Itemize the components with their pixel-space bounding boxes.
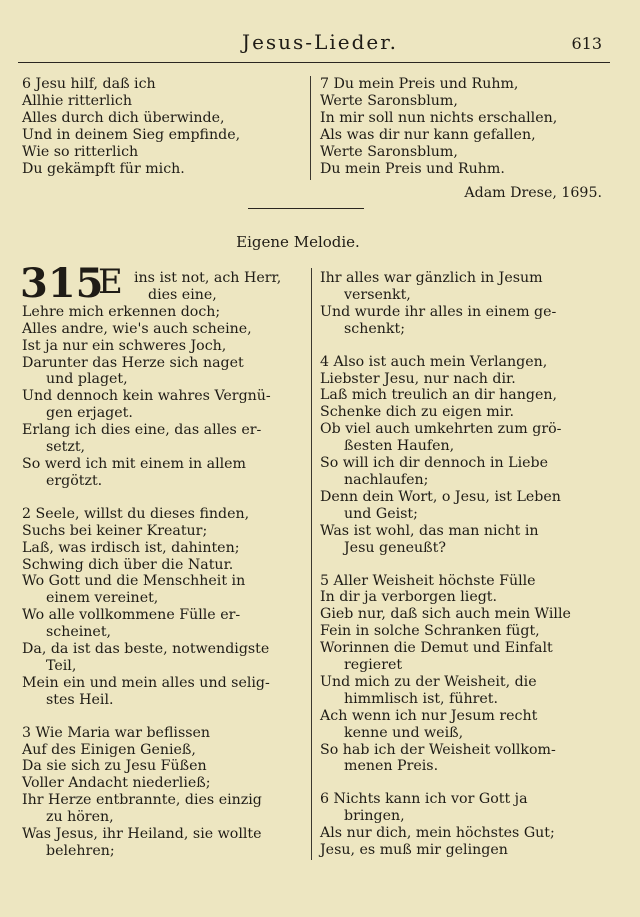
verse-line: zu hören,	[46, 809, 114, 826]
verse-line: Jesu, es muß mir gelingen	[320, 842, 508, 859]
stanza-gap	[22, 709, 306, 725]
verse-line: Worinnen die Demut und Einfalt	[320, 640, 553, 657]
stanza-gap	[22, 490, 306, 506]
verse-line: Auf des Einigen Genieß,	[22, 741, 196, 758]
drop-cap: E	[98, 262, 123, 302]
top-left-stanza	[22, 76, 240, 177]
verse-line: Schwing dich über die Natur.	[22, 556, 234, 573]
stanza-line: Werte Saronsblum,	[320, 92, 458, 109]
stanza-line: In mir soll nun nichts erschallen,	[320, 109, 558, 126]
stanza-line: Allhie ritterlich	[22, 92, 132, 109]
hymn-left-column	[22, 270, 306, 860]
stanza-line: Und in deinem Sieg empfinde,	[22, 126, 241, 143]
verse-line: regieret	[344, 657, 403, 674]
melody-note: Eigene Melodie.	[236, 233, 360, 251]
verse-line: setzt,	[46, 439, 86, 456]
verse-line: versenkt,	[344, 286, 411, 303]
stanza-gap	[320, 775, 604, 791]
stanza-line: 6 Jesu hilf, daß ich	[22, 76, 156, 92]
verse-line: 6 Nichts kann ich vor Gott ja	[320, 791, 528, 808]
verse-line: Laß, was irdisch ist, dahinten;	[22, 539, 240, 556]
verse-line: 3 Wie Maria war beflissen	[22, 724, 211, 741]
verse-line: So will ich dir dennoch in Liebe	[320, 455, 548, 472]
verse-line: stes Heil.	[46, 691, 114, 708]
verse-line: Und wurde ihr alles in einem ge-	[320, 303, 557, 320]
verse-line: menen Preis.	[344, 758, 439, 775]
verse-line: Voller Andacht niederließ;	[22, 775, 211, 792]
stanza-line: Wie so ritterlich	[22, 143, 139, 160]
verse-line: Teil,	[46, 657, 77, 674]
column-divider-main	[311, 268, 312, 860]
verse-line: Erlang ich dies eine, das alles er-	[22, 422, 262, 439]
running-title: Jesus-Lieder.	[242, 30, 398, 54]
stanza-line: Du gekämpft für mich.	[22, 160, 185, 177]
verse-line: Wo Gott und die Menschheit in	[22, 573, 246, 590]
verse-line: Denn dein Wort, o Jesu, ist Leben	[320, 488, 561, 505]
verse-line: belehren;	[46, 843, 115, 859]
stanza-gap	[320, 338, 604, 354]
verse-line: Ist ja nur ein schweres Joch,	[22, 337, 227, 354]
verse-line: Was ist wohl, das man nicht in	[320, 522, 539, 539]
verse-line: Schenke dich zu eigen mir.	[320, 404, 514, 421]
verse-line: Alles andre, wie's auch scheine,	[22, 320, 252, 337]
column-divider-top	[310, 76, 311, 180]
verse-line: himmlisch ist, führet.	[344, 690, 498, 707]
stanza-line: Du mein Preis und Ruhm.	[320, 160, 505, 177]
verse-line: Und dennoch kein wahres Vergnü-	[22, 388, 271, 405]
verse-line: Ob viel auch umkehrten zum grö-	[320, 421, 562, 438]
stanza-gap	[320, 557, 604, 573]
verse-line: 2 Seele, willst du dieses finden,	[22, 505, 250, 522]
verse-line: scheinet,	[46, 624, 112, 641]
verse-line: gen erjaget.	[46, 405, 133, 422]
verse-line: Lehre mich erkennen doch;	[22, 303, 221, 320]
verse-line: Darunter das Herze sich naget	[22, 354, 244, 371]
header-rule	[18, 62, 610, 63]
section-rule	[248, 208, 364, 209]
verse-line: Ihr alles war gänzlich in Jesum	[320, 270, 543, 286]
verse-line: einem vereinet,	[46, 590, 159, 607]
verse-line: Da sie sich zu Jesu Füßen	[22, 758, 207, 775]
verse-line: 5 Aller Weisheit höchste Fülle	[320, 572, 536, 589]
verse-line: kenne und weiß,	[344, 724, 464, 741]
hymn-right-column	[320, 270, 604, 859]
verse-line: ins ist not, ach Herr,	[134, 270, 282, 286]
verse-line: und plaget,	[46, 371, 128, 388]
verse-line: ergötzt.	[46, 472, 103, 489]
verse-line: Wo alle vollkommene Fülle er-	[22, 607, 241, 624]
verse-line: Laß mich treulich an dir hangen,	[320, 387, 558, 404]
verse-line: dies eine,	[148, 286, 217, 303]
verse-line: Als nur dich, mein höchstes Gut;	[320, 825, 555, 842]
author-attribution: Adam Drese, 1695.	[464, 185, 602, 202]
verse-line: bringen,	[344, 808, 405, 825]
verse-line: ßesten Haufen,	[344, 438, 455, 455]
verse-line: Mein ein und mein alles und selig-	[22, 674, 270, 691]
verse-line: Gieb nur, daß sich auch mein Wille	[320, 606, 571, 623]
page-number: 613	[571, 34, 602, 53]
verse-line: Jesu geneußt?	[344, 539, 446, 556]
stanza-line: 7 Du mein Preis und Ruhm,	[320, 76, 519, 92]
top-right-stanza	[320, 76, 602, 202]
verse-line: und Geist;	[344, 505, 418, 522]
verse-line: Und mich zu der Weisheit, die	[320, 673, 537, 690]
verse-line: Suchs bei keiner Kreatur;	[22, 522, 208, 539]
verse-line: Ach wenn ich nur Jesum recht	[320, 707, 538, 724]
verse-line: Fein in solche Schranken fügt,	[320, 623, 540, 640]
verse-line: Ihr Herze entbrannte, dies einzig	[22, 792, 262, 809]
verse-line: So hab ich der Weisheit vollkom-	[320, 741, 556, 758]
verse-line: Liebster Jesu, nur nach dir.	[320, 370, 516, 387]
verse-line: schenkt;	[344, 320, 405, 337]
stanza-line: Als was dir nur kann gefallen,	[320, 126, 536, 143]
verse-line: Da, da ist das beste, notwendigste	[22, 641, 270, 658]
verse-line: So werd ich mit einem in allem	[22, 455, 247, 472]
verse-line: nachlaufen;	[344, 471, 429, 488]
verse-line: Was Jesus, ihr Heiland, sie wollte	[22, 826, 262, 843]
verse-line: In dir ja verborgen liegt.	[320, 589, 498, 606]
hymn-number: 315	[20, 260, 104, 307]
stanza-line: Werte Saronsblum,	[320, 143, 458, 160]
verse-line: 4 Also ist auch mein Verlangen,	[320, 353, 548, 370]
stanza-line: Alles durch dich überwinde,	[22, 109, 225, 126]
